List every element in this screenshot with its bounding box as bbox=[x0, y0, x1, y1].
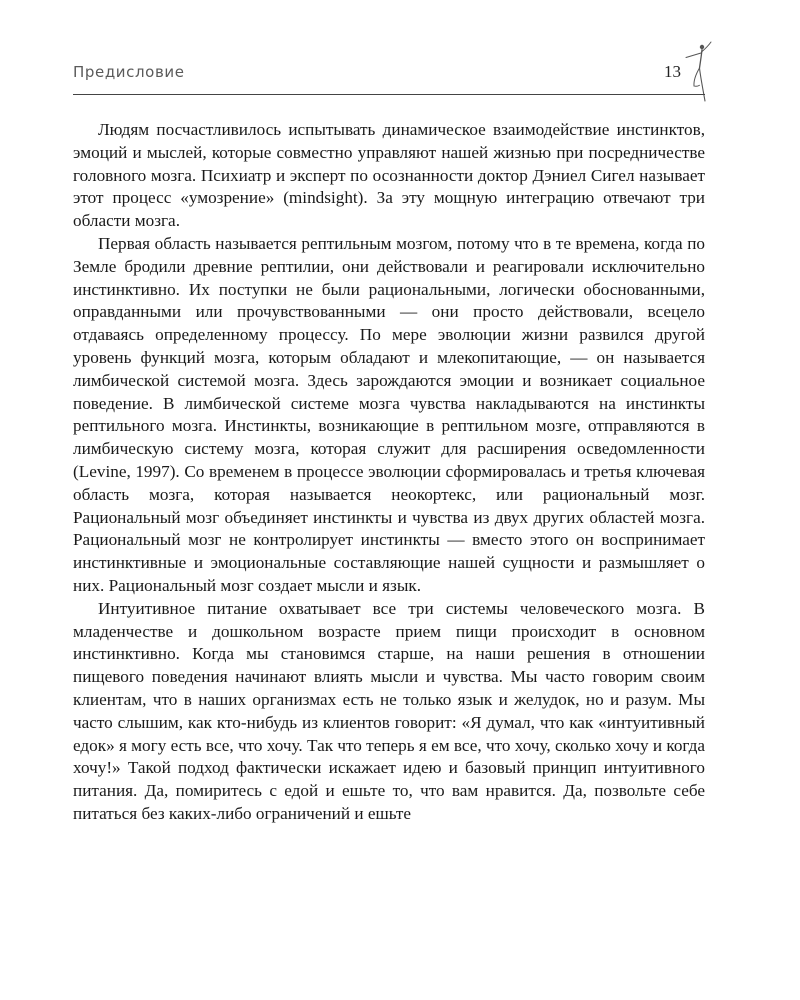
paragraph-2: Первая область называется рептильным мозгом, потому что в те времена, когда по Земле бродили древние рептилии, они действовали и реагировали исключительно инстинктивно. Их поступки не были рациональными, логически обоснованными, оправданными или прочувствованными — они просто действовали, всецело отдаваясь определенному процессу. По мере эволюции жизни развился другой уровень функций мозга, которым обладают и млекопитающие, — он называется лимбической системой мозга. Здесь зарождаются эмоции и возникает социальное поведение. В лимбической системе мозга чувства накладываются на инстинкты рептильного мозга. Инстинкты, возникающие в рептильном мозге, отправляются в лимбическую систему мозга, которая служит для расширения осведомленности (Levine, 1997). Со временем в процессе эволюции сформировалась и третья ключевая область мозга, которая называется неокортекс, или рациональный мозг. Рациональный мозг объединяет инстинкты и чувства из двух других областей мозга. Рациональный мозг не контролирует инстинкты — вместо этого он воспринимает инстинктивные и эмоциональные составляющие нашей сущности и размышляет о них. Рациональный мозг создает мысли и язык. bbox=[73, 233, 705, 595]
section-title: Предисловие bbox=[73, 63, 185, 81]
page-number: 13 bbox=[664, 62, 681, 81]
body-text bbox=[73, 119, 705, 826]
paragraph-1: Людям посчастливилось испытывать динамическое взаимодействие инстинктов, эмоций и мыслей, которые совместно управляют нашей жизнью при посредничестве головного мозга. Психиатр и эксперт по осознанности доктор Дэниел Сигел называет этот процесс «умозрение» (mindsight). За эту мощную интеграцию отвечают три области мозга. bbox=[73, 120, 705, 231]
running-header bbox=[73, 60, 705, 94]
header-rule bbox=[73, 94, 705, 95]
paragraph-3: Интуитивное питание охватывает все три системы человеческого мозга. В младенчестве и дошкольном возрасте прием пищи происходит в основном инстинктивно. Когда мы становимся старше, на наши решения в отношении пищевого поведения начинают влиять мысли и чувства. Мы часто говорим своим клиентам, что в наших организмах есть не только язык и желудок, но и разум. Мы часто слышим, как кто-нибудь из клиентов говорит: «Я думал, что как «интуитивный едок» я могу есть все, что хочу. Так что теперь я ем все, что хочу, сколько хочу и когда хочу!» Такой подход фактически искажает идею и базовый принцип интуитивного питания. Да, помиритесь с едой и ешьте то, что вам нравится. Да, позвольте себе питаться без каких-либо ограничений и ешьте bbox=[73, 598, 705, 823]
